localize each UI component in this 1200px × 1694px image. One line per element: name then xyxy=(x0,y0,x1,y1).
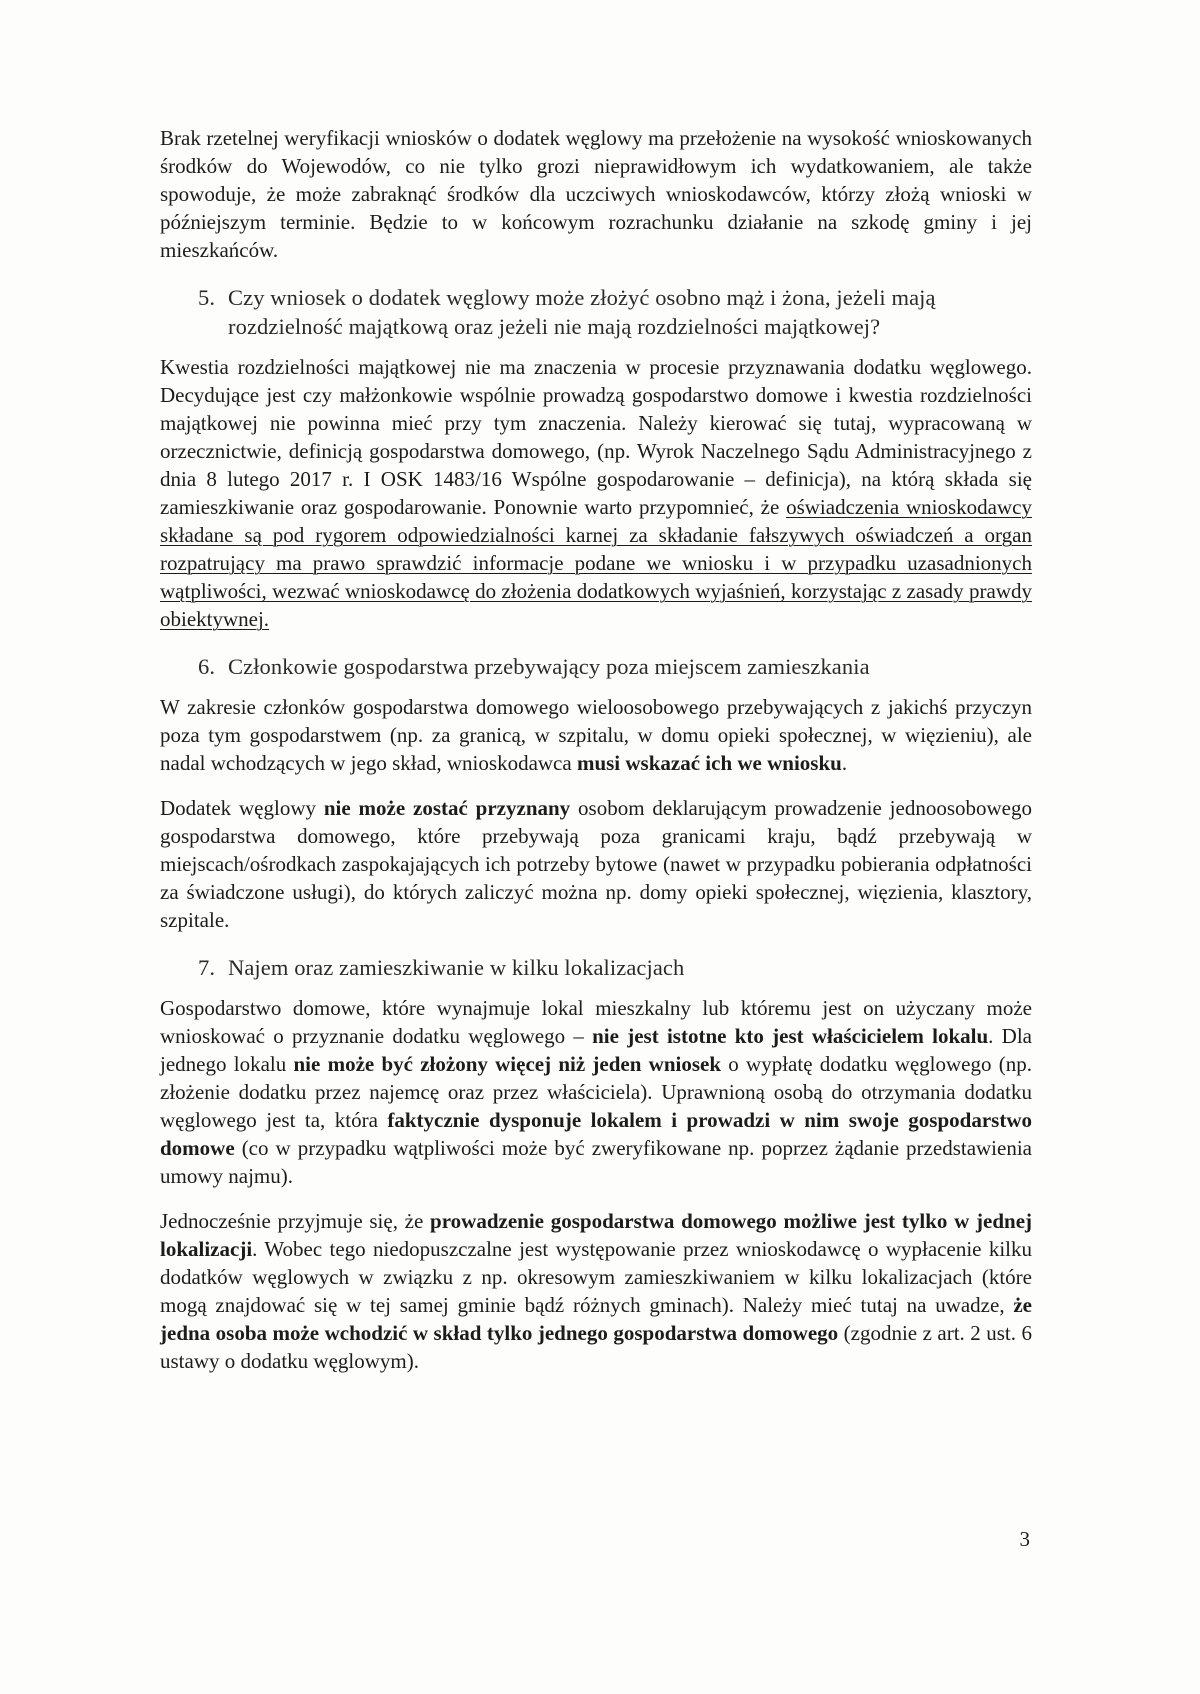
paragraph-members-text: W zakresie członków gospodarstwa domowego wieloosobowego przebywających z jakichś przyczyn poza tym gospodarstwem (np. za granicą, w szpitalu, w domu opieki społecznej, w więzieniu), ale nadal wchodzących w jego skład, wnioskodawca xyxy=(160,695,1032,775)
section-number-6: 6. xyxy=(198,654,216,679)
section-title-7: Najem oraz zamieszkiwanie w kilku lokalizacjach xyxy=(228,955,685,980)
bold-not-granted: nie może zostać przyznany xyxy=(323,796,571,820)
paragraph-verification xyxy=(160,124,1032,264)
section-heading-7 xyxy=(198,953,1032,982)
paragraph-location-e: (zgodnie z art. 2 ust. 6 ustawy o dodatku węglowym). xyxy=(160,1321,1032,1373)
paragraph-not-granted-start: Dodatek węglowy xyxy=(160,796,324,820)
paragraph-rental-g: (co w przypadku wątpliwości może być zweryfikowane np. poprzez żądanie przedstawienia umowy najmu). xyxy=(160,1136,1032,1188)
bold-one-location: prowadzenie gospodarstwa domowego możliwe jest tylko w jednej lokalizacji xyxy=(160,1209,1033,1261)
section-heading-6 xyxy=(198,652,1032,681)
paragraph-members-end: . xyxy=(841,751,848,775)
paragraph-members-abroad xyxy=(160,693,1032,777)
bold-owner-irrelevant: nie jest istotne kto jest właścicielem lokalu xyxy=(592,1024,989,1048)
bold-must-indicate: musi wskazać ich we wniosku xyxy=(576,751,842,775)
paragraph-rental xyxy=(160,994,1032,1190)
paragraph-location-a: Jednocześnie przyjmuje się, że xyxy=(160,1209,431,1233)
bold-actually-disposes: faktycznie dysponuje lokalem i prowadzi w nim swoje gospodarstwo domowe xyxy=(160,1108,1032,1160)
section-number-7: 7. xyxy=(198,955,216,980)
paragraph-rental-c: . Dla jednego lokalu xyxy=(160,1024,1032,1076)
paragraph-separation-text: Kwestia rozdzielności majątkowej nie ma znaczenia w procesie przyznawania dodatku węglowego. Decydujące jest czy małżonkowie wspólnie prowadzą gospodarstwo domowe i kwestia rozdzielności majątkowej nie powinna mieć przy tym znaczenia. Należy kierować się tutaj, wypracowaną w orzecznictwie, definicją gospodarstwa domowego, (np. Wyrok Naczelnego Sądu Administracyjnego z dnia 8 lutego 2017 r. I OSK 1483/16 Wspólne gospodarowanie – definicja), na którą składa się zamieszkiwanie oraz gospodarowanie. Ponownie warto przypomnieć, że xyxy=(160,355,1032,519)
paragraph-location-c: . Wobec tego niedopuszczalne jest występowanie przez wnioskodawcę o wypłacenie kilku dodatków węglowych w związku z np. okresowym zamieszkiwaniem w kilku lokalizacjach (które mogą znajdować się w tej samej gminie bądź różnych gminach). Należy mieć tutaj na uwadze, xyxy=(160,1237,1032,1317)
paragraph-one-location xyxy=(160,1207,1032,1375)
page-number: 3 xyxy=(1019,1527,1030,1551)
paragraph-rental-e: o wypłatę dodatku węglowego (np. złożenie dodatku przez najemcę oraz przez właściciela). Uprawnioną osobą do otrzymania dodatku węglowego jest ta, która xyxy=(160,1052,1033,1132)
paragraph-separation-of-property xyxy=(160,353,1032,633)
underlined-statement: oświadczenia wnioskodawcy składane są pod rygorem odpowiedzialności karnej za składanie fałszywych oświadczeń a organ rozpatrujący ma prawo sprawdzić informacje podane we wniosku i w przypadku uzasadnionych wątpliwości, wezwać wnioskodawcę do złożenia dodatkowych wyjaśnień, korzystając z zasady prawdy obiektywnej. xyxy=(160,495,1032,631)
paragraph-not-granted-rest: osobom deklarującym prowadzenie jednoosobowego gospodarstwa domowego, które przebywają poza granicami kraju, bądź przebywają w miejscach/ośrodkach zaspokajających ich potrzeby bytowe (nawet w przypadku pobierania odpłatności za świadczone usługi), do których zaliczyć można np. domy opieki społecznej, więzienia, klasztory, szpitale. xyxy=(160,796,1032,932)
bold-one-household: że jedna osoba może wchodzić w skład tylko jednego gospodarstwa domowego xyxy=(160,1293,1032,1345)
paragraph-verification-text: Brak rzetelnej weryfikacji wniosków o dodatek węglowy ma przełożenie na wysokość wnioskowanych środków do Wojewodów, co nie tylko grozi nieprawidłowym ich wydatkowaniem, ale także spowoduje, że może zabraknąć środków dla uczciwych wnioskodawców, którzy złożą wnioski w późniejszym terminie. Będzie to w końcowym rozrachunku działanie na szkodę gminy i jej mieszkańców. xyxy=(160,126,1032,262)
bold-one-application: nie może być złożony więcej niż jeden wniosek xyxy=(293,1052,722,1076)
section-title-5: Czy wniosek o dodatek węglowy może złożyć osobno mąż i żona, jeżeli mają rozdzielność majątkową oraz jeżeli nie mają rozdzielności majątkowej? xyxy=(228,285,936,339)
section-heading-5 xyxy=(198,283,1032,341)
section-title-6: Członkowie gospodarstwa przebywający poza miejscem zamieszkania xyxy=(228,654,870,679)
document-body xyxy=(160,124,1032,1394)
paragraph-not-granted xyxy=(160,794,1032,934)
section-number-5: 5. xyxy=(198,285,216,310)
paragraph-rental-a: Gospodarstwo domowe, które wynajmuje lokal mieszkalny lub któremu jest on użyczany może wnioskować o przyznanie dodatku węglowego – xyxy=(160,996,1032,1048)
